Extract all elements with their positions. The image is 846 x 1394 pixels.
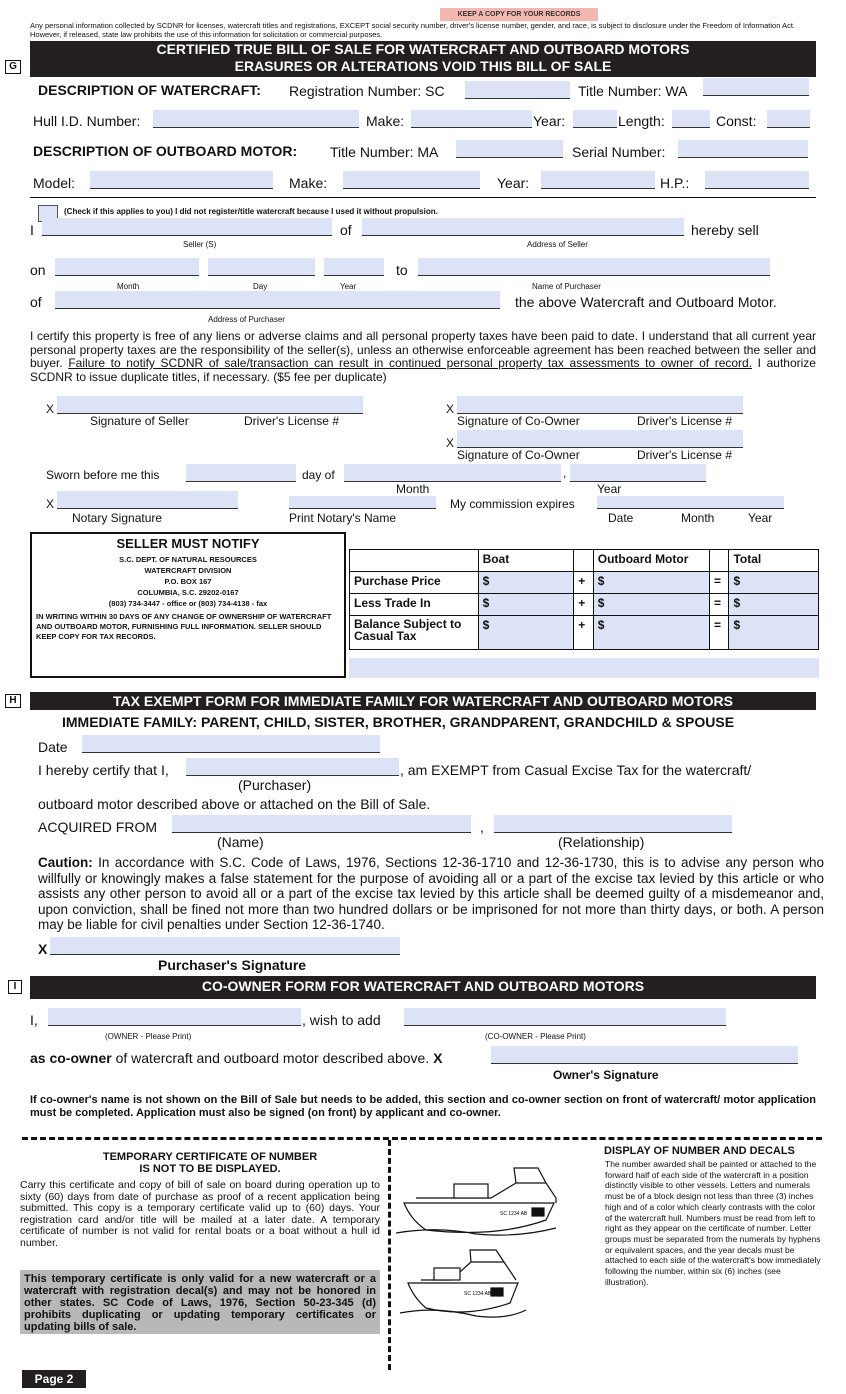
registration-number-field[interactable] (465, 81, 570, 99)
motor-year-field[interactable] (541, 171, 655, 189)
certify-tail: I authorize SCDNR to issue duplicate titles, if necessary. ($5 fee per duplicate) (30, 356, 816, 384)
name-purchaser-caption: Name of Purchaser (532, 282, 601, 291)
year-field[interactable] (573, 110, 617, 128)
as-coowner-bold: as co-owner (30, 1050, 112, 1066)
bill-of-sale-line: outboard motor described above or attached on the Bill of Sale. (38, 796, 431, 812)
caution-paragraph (38, 855, 824, 933)
cut-line-vertical (388, 1140, 391, 1370)
to-label: to (396, 262, 408, 278)
owner-sig-x: X (433, 1050, 443, 1066)
motor-make-label: Make: (289, 175, 328, 191)
purchaser-of-label: of (30, 294, 42, 310)
notary-x: X (46, 497, 55, 511)
wish-to-add-label: , wish to add (302, 1012, 381, 1028)
title-number-ma-field[interactable] (456, 140, 563, 158)
coowner2-sig-caption: Signature of Co-Owner (457, 448, 580, 462)
name-caption: (Name) (217, 834, 264, 850)
hull-id-field[interactable] (153, 110, 359, 128)
equals-sign: = (709, 616, 729, 650)
immediate-family-subtitle: IMMEDIATE FAMILY: PARENT, CHILD, SISTER, BROTHER, GRANDPARENT, GRANDCHILD & SPOUSE (62, 714, 735, 730)
certify-post-label: , am EXEMPT from Casual Excise Tax for the watercraft/ (400, 762, 752, 778)
tax-row-balance (350, 616, 819, 650)
certify-pre-label: I hereby certify that I, (38, 762, 169, 778)
tax-table (349, 549, 819, 650)
temp-cert-warning-box: This temporary certificate is only valid for a new watercraft or a watercraft with registration decal(s) and may not be honored in other states. SC Code of Laws, 1976, Section 50-23-345 (d) prohibits duplicating or updating temporary certificates or updating bills of sale. (20, 1270, 380, 1334)
total-purchase-price-field[interactable]: $ (729, 572, 819, 594)
tax-col-motor: Outboard Motor (593, 550, 709, 572)
title-number-wa-field[interactable] (703, 78, 809, 96)
coowner2-dl-caption: Driver's License # (637, 448, 732, 462)
tax-row-tradein (350, 594, 819, 616)
model-label: Model: (33, 175, 76, 191)
motor-make-field[interactable] (343, 171, 480, 189)
hull-id-label: Hull I.D. Number: (33, 113, 141, 129)
exempt-purchaser-field[interactable] (186, 758, 399, 776)
const-field[interactable] (767, 110, 810, 128)
commission-month-caption: Month (681, 511, 715, 525)
sworn-year-caption: Year (597, 482, 622, 496)
boat-purchase-price-field[interactable]: $ (478, 572, 574, 594)
privacy-notice: Any personal information collected by SCDNR for licenses, watercraft titles and registrations, EXCEPT social security number, driver's license number, gender, and race, is subject to disclosure under the Freedom of Information Act. However, if released, state law prohibits the use of this information for solicitation or commercial purposes. (30, 22, 795, 39)
coowner-i-label: I, (30, 1012, 38, 1028)
purchaser-sig-caption: Purchaser's Signature (158, 957, 307, 973)
commission-year-caption: Year (748, 511, 773, 525)
tax-row-label: Balance Subject to Casual Tax (350, 616, 479, 650)
coowner2-signature-field[interactable] (457, 430, 743, 448)
equals-sign: = (709, 594, 729, 616)
above-watercraft-text: the above Watercraft and Outboard Motor. (515, 294, 777, 310)
commission-label: My commission expires (450, 497, 575, 511)
year-caption: Year (340, 282, 357, 291)
tax-row-label: Less Trade In (350, 594, 479, 616)
section-h-header: TAX EXEMPT FORM FOR IMMEDIATE FAMILY FOR WATERCRAFT AND OUTBOARD MOTORS (30, 692, 816, 710)
display-body: The number awarded shall be painted or attached to the forward half of each side of the watercraft in a position distinctly visible to other vessels. Letters and numerals must be of a block design not less than three (3) inches high and of a color which clearly contrasts with the color of the watercraft hull. Numbers must be read from left to right as they appear on the certificate of number. Letter groups must be separated from the numerals by hyphens or equivalent spaces, and the year decals must be attached to each side of the watercraft's bow immediately following the number, within six (6) inches (see illustration). (605, 1159, 821, 1287)
month-caption: Month (117, 282, 140, 291)
desc-watercraft-label: DESCRIPTION OF WATERCRAFT: (38, 82, 261, 98)
notary-name-field[interactable] (289, 496, 436, 509)
address-seller-caption: Address of Seller (527, 240, 588, 249)
acquired-from-label: ACQUIRED FROM (38, 819, 157, 835)
tax-col-boat: Boat (478, 550, 574, 572)
motor-year-label: Year: (497, 175, 530, 191)
certify-paragraph (30, 330, 816, 384)
sworn-day-field[interactable] (186, 464, 296, 482)
temp-cert-title (40, 1151, 380, 1175)
purchaser-caption: (Purchaser) (238, 777, 312, 793)
hp-field[interactable] (705, 171, 809, 189)
notify-line2: WATERCRAFT DIVISION (144, 566, 232, 575)
motor-trade-in-field[interactable]: $ (593, 594, 709, 616)
commission-date-caption: Date (608, 511, 634, 525)
upper-boat-icon (396, 1168, 556, 1235)
section-i-header: CO-OWNER FORM FOR WATERCRAFT AND OUTBOARD MOTORS (30, 976, 816, 999)
coowner1-x: X (446, 402, 455, 416)
coowner1-signature-field[interactable] (457, 396, 743, 414)
seller-i-label: I (30, 222, 34, 238)
section-g-subtitle: ERASURES OR ALTERATIONS VOID THIS BILL OF SALE (234, 58, 612, 74)
day-of-label: day of (302, 468, 335, 482)
seller-caption: Seller (S) (183, 240, 217, 249)
coowner-note: If co-owner's name is not shown on the Bill of Sale but needs to be added, this section and co-owner section on front of watercraft/ motor application must be completed. Application must also be signed (on front) by applicant and co-owner. (30, 1094, 816, 1119)
seller-x: X (46, 402, 55, 416)
desc-motor-label: DESCRIPTION OF OUTBOARD MOTOR: (33, 143, 298, 159)
section-i-marker: I (8, 980, 22, 994)
const-label: Const: (716, 113, 757, 129)
make-label: Make: (366, 113, 405, 129)
registration-number-label: Registration Number: SC (289, 83, 445, 99)
coowner-name-field[interactable] (404, 1008, 726, 1026)
h-date-field[interactable] (82, 735, 380, 753)
notify-line3: P.O. BOX 167 (164, 577, 212, 586)
equals-sign: = (709, 572, 729, 594)
relationship-field[interactable] (494, 815, 732, 833)
year-label: Year: (533, 113, 566, 129)
lower-boat-number: SC 1234 AB (464, 1291, 492, 1297)
day-caption: Day (253, 282, 268, 291)
purchaser-signature-field[interactable] (50, 937, 400, 955)
certify-text: I certify this property is free of any liens or adverse claims and all personal property taxes have been paid to date. I understand that all current year personal property taxes are the responsibility of the seller(s), unless an otherwise enforceable agreement has been reached between the seller and buyer. (30, 329, 816, 370)
tax-table-header (350, 550, 819, 572)
section-g-marker: G (5, 60, 21, 74)
notary-sig-caption: Notary Signature (72, 511, 163, 525)
section-g-title: CERTIFIED TRUE BILL OF SALE FOR WATERCRAFT AND OUTBOARD MOTORS (156, 41, 690, 57)
make-field[interactable] (411, 110, 532, 128)
notify-line5: (803) 734-3447 - office or (803) 734-4138 - fax (108, 599, 268, 608)
as-coowner-line (30, 1050, 442, 1066)
tax-table-bottom-fill (349, 658, 819, 678)
plus-sign: + (574, 616, 594, 650)
sworn-month-field[interactable] (344, 464, 561, 482)
temp-cert-title2: IS NOT TO BE DISPLAYED. (139, 1163, 281, 1175)
section-g-header (30, 41, 816, 77)
seller-of-label: of (340, 222, 352, 238)
title-number-wa-label: Title Number: WA (578, 83, 688, 99)
no-propulsion-note: (Check if this applies to you) I did not register/title watercraft because I used it without propulsion. (64, 207, 438, 216)
boat-trade-in-field[interactable]: $ (478, 594, 574, 616)
cut-line (22, 1137, 822, 1140)
plus-sign: + (574, 572, 594, 594)
caution-text: In accordance with S.C. Code of Laws, 1976, Sections 12-36-1710 and 12-36-1730, this is to advise any person who willfully or knowingly makes a false statement for the purpose of avoiding all or a part of the excise tax levied by this article or who assists any other person to avoid all or a part of the excise tax levied by this article shall be deemed guilty of a misdemeanor and, upon conviction, shall be fined not more than two hundred dollars or be imprisoned for not more than thirty days, or both. A person may be liable for civil penalties under Section 12-36-1740. (38, 855, 824, 932)
seller-address-field[interactable] (362, 218, 684, 236)
serial-number-field[interactable] (678, 140, 808, 158)
tax-col-total: Total (729, 550, 819, 572)
acquired-comma: , (480, 819, 484, 835)
title-number-ma-label: Title Number: MA (330, 144, 439, 160)
purchaser-sig-x: X (38, 941, 48, 957)
owner-print-caption: (OWNER - Please Print) (105, 1032, 192, 1041)
keep-copy-badge: KEEP A COPY FOR YOUR RECORDS (440, 8, 598, 21)
sworn-comma: , (563, 466, 567, 480)
motor-purchase-price-field[interactable]: $ (593, 572, 709, 594)
upper-boat-number: SC 1234 AB (500, 1211, 528, 1217)
model-field[interactable] (90, 171, 273, 189)
seller-dl-caption: Driver's License # (244, 414, 339, 428)
sworn-month-caption: Month (396, 482, 430, 496)
notify-line1: S.C. DEPT. OF NATURAL RESOURCES (119, 555, 257, 564)
address-purchaser-caption: Address of Purchaser (208, 315, 285, 324)
length-label: Length: (618, 113, 665, 129)
coowner-print-caption: (CO-OWNER - Please Print) (485, 1032, 586, 1041)
length-field[interactable] (672, 110, 710, 128)
h-date-label: Date (38, 739, 68, 755)
relationship-caption: (Relationship) (558, 834, 645, 850)
seller-notify-box (30, 532, 346, 678)
purchaser-name-field[interactable] (418, 258, 770, 276)
lower-boat-icon (400, 1250, 526, 1317)
certify-underlined: Failure to notify SCDNR of sale/transaction can result in continued personal property tax assessments to owner of record. (68, 356, 753, 370)
purchaser-address-field[interactable] (55, 291, 500, 309)
boat-illustration (396, 1158, 600, 1358)
notify-line4: COLUMBIA, S.C. 29202-0167 (137, 588, 239, 597)
hereby-sell-label: hereby sell (691, 222, 759, 238)
tax-row-purchase (350, 572, 819, 594)
acquired-name-field[interactable] (172, 815, 471, 833)
seller-notify-title: SELLER MUST NOTIFY (116, 536, 260, 551)
tax-header-blank (350, 550, 479, 572)
coowner1-sig-caption: Signature of Co-Owner (457, 414, 580, 428)
temp-cert-body: Carry this certificate and copy of bill of sale on board during operation up to sixty (60) days from date of purchase as proof of a recent application being submitted. This copy is a temporary certificate valid up to (60) days. Your registration card and/or title will be mailed at a later date. A temporary certificate of number is not valid for rental boats or a boat without a hull id number. (20, 1179, 380, 1249)
coowner1-dl-caption: Driver's License # (637, 414, 732, 428)
hp-label: H.P.: (660, 175, 690, 191)
tax-row-label: Purchase Price (350, 572, 479, 594)
print-notary-caption: Print Notary's Name (289, 511, 396, 525)
temp-cert-title1: TEMPORARY CERTIFICATE OF NUMBER (102, 1151, 318, 1163)
section-divider (30, 197, 816, 198)
caution-label: Caution: (38, 855, 93, 870)
owner-sig-caption: Owner's Signature (553, 1068, 659, 1082)
sworn-label: Sworn before me this (46, 468, 160, 482)
commission-field[interactable] (597, 496, 784, 509)
sale-day-field[interactable] (208, 258, 315, 276)
sale-month-field[interactable] (55, 258, 199, 276)
tax-header-plus (574, 550, 594, 572)
on-label: on (30, 262, 46, 278)
as-coowner-rest: of watercraft and outboard motor described above. (115, 1050, 430, 1066)
total-trade-in-field[interactable]: $ (729, 594, 819, 616)
plus-sign: + (574, 594, 594, 616)
display-title: DISPLAY OF NUMBER AND DECALS (604, 1145, 795, 1157)
sworn-year-field[interactable] (570, 464, 706, 482)
sale-year-field[interactable] (324, 258, 384, 276)
page-number: Page 2 (22, 1370, 86, 1388)
total-balance-field[interactable]: $ (729, 616, 819, 650)
notify-body: IN WRITING WITHIN 30 DAYS OF ANY CHANGE OF OWNERSHIP OF WATERCRAFT AND OUTBOARD MOTOR, FURNISHING FULL INFORMATION. SELLER SHOULD KEEP COPY FOR TAX RECORDS. (36, 612, 332, 641)
section-h-marker: H (5, 694, 21, 708)
owner-name-field[interactable] (48, 1008, 301, 1026)
seller-name-field[interactable] (42, 218, 332, 236)
owner-signature-field[interactable] (491, 1046, 798, 1064)
sig-seller-caption: Signature of Seller (90, 414, 189, 428)
motor-balance-field[interactable]: $ (593, 616, 709, 650)
serial-number-label: Serial Number: (572, 144, 666, 160)
tax-header-equals (709, 550, 729, 572)
seller-signature-field[interactable] (57, 396, 363, 414)
coowner2-x: X (446, 436, 455, 450)
notary-signature-field[interactable] (57, 491, 238, 509)
boat-balance-field[interactable]: $ (478, 616, 574, 650)
